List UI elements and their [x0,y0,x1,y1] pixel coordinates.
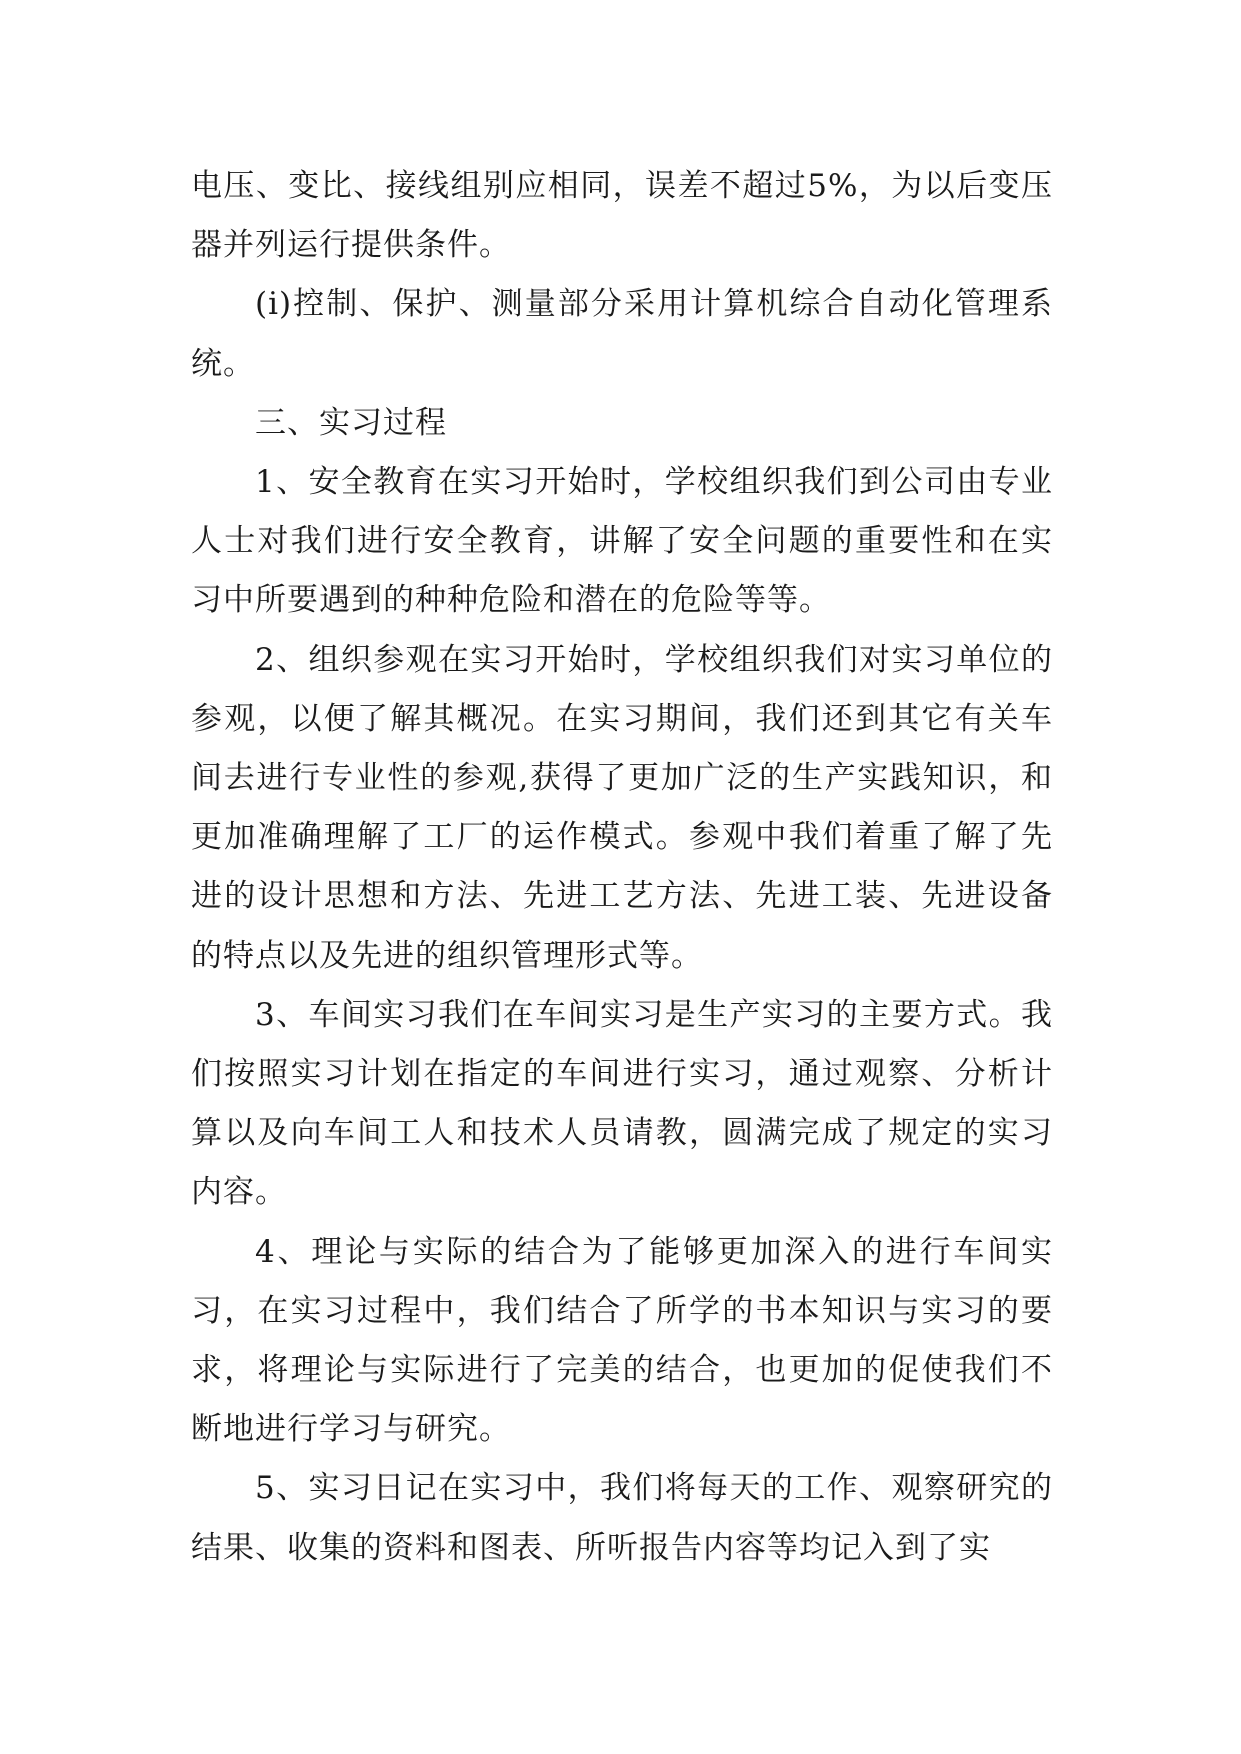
paragraph: 3、车间实习我们在车间实习是生产实习的主要方式。我们按照实习计划在指定的车间进行实习，通过观察、分析计算以及向车间工人和技术人员请教，圆满完成了规定的实习内容。 [191,996,1053,1211]
paragraph: 2、组织参观在实习开始时，学校组织我们对实习单位的参观，以便了解其概况。在实习期间，我们还到其它有关车间去进行专业性的参观,获得了更加广泛的生产实践知识，和更加准确理解了工厂的运作模式。参观中我们着重了解了先进的设计思想和方法、先进工艺方法、先进工装、先进设备的特点以及先进的组织管理形式等。 [191,641,1053,974]
section-heading: 三、实习过程 [255,404,447,441]
paragraph: (i)控制、保护、测量部分采用计算机综合自动化管理系统。 [191,286,1053,382]
body-text [191,157,1053,1578]
paragraph: 5、实习日记在实习中，我们将每天的工作、观察研究的结果、收集的资料和图表、所听报告内容等均记入到了实 [191,1470,1053,1566]
paragraph: 4、理论与实际的结合为了能够更加深入的进行车间实习，在实习过程中，我们结合了所学的书本知识与实习的要求，将理论与实际进行了完美的结合，也更加的促使我们不断地进行学习与研究。 [191,1233,1053,1448]
paragraph: 1、安全教育在实习开始时，学校组织我们到公司由专业人士对我们进行安全教育，讲解了安全问题的重要性和在实习中所要遇到的种种危险和潜在的危险等等。 [191,464,1053,619]
paragraph: 电压、变比、接线组别应相同，误差不超过5%，为以后变压器并列运行提供条件。 [191,168,1053,264]
